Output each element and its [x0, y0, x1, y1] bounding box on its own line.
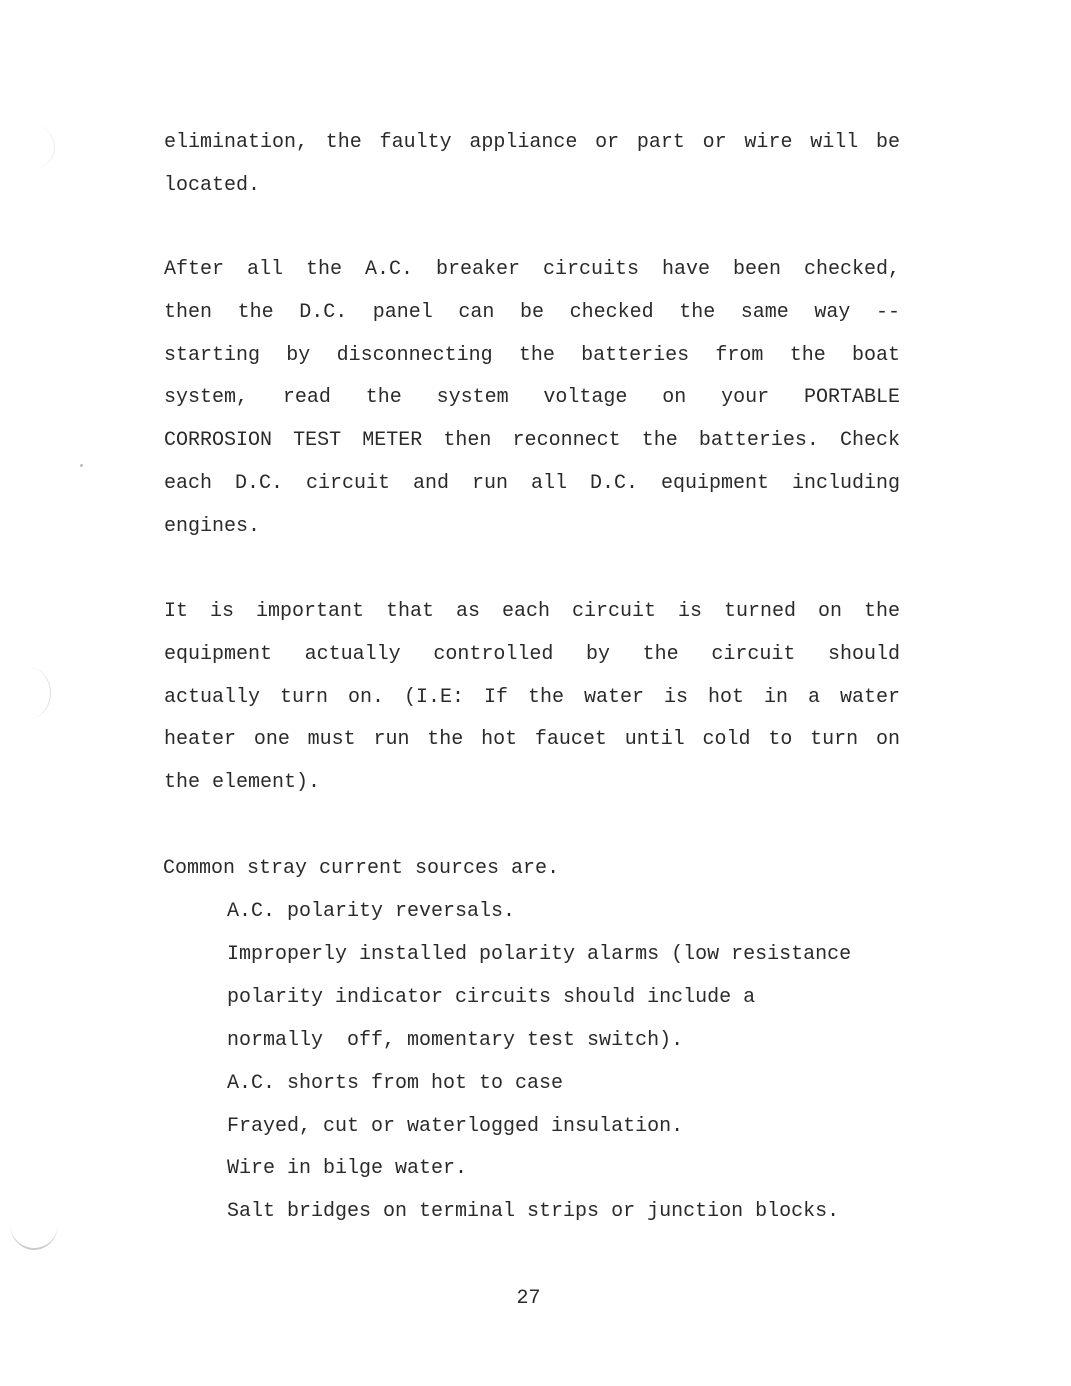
text-line: CORROSION TEST METER then reconnect the batteries. Check: [164, 429, 900, 453]
binder-hole-shadow: [10, 1198, 58, 1250]
binder-hole-shadow: [10, 125, 55, 169]
page-number: 27: [516, 1287, 541, 1310]
list-item: Wire in bilge water.: [227, 1157, 468, 1181]
list-item: Salt bridges on terminal strips or junction blocks.: [227, 1200, 840, 1224]
text-line: It is important that as each circuit is turned on the: [164, 600, 900, 623]
paragraph-equipment-turn-on: [164, 591, 900, 805]
stray-current-list-intro: [163, 848, 899, 891]
text-line: system, read the system voltage on your PORTABLE: [164, 386, 900, 410]
paragraph-dc-panel-check: [164, 249, 900, 549]
text-line: then the D.C. panel can be checked the same way --: [164, 300, 900, 324]
scan-speck: [80, 464, 83, 467]
stray-current-sources-list: [227, 891, 901, 1234]
list-item: Frayed, cut or waterlogged insulation.: [227, 1114, 684, 1138]
text-line: After all the A.C. breaker circuits have been checked,: [164, 258, 900, 281]
text-line: starting by disconnecting the batteries from the boat: [164, 343, 900, 367]
list-item: polarity indicator circuits should include a: [227, 985, 756, 1009]
text-line: elimination, the faulty appliance or part or wire will be: [164, 131, 900, 154]
text-line: engines.: [164, 514, 261, 538]
list-item: Improperly installed polarity alarms (low resistance: [227, 942, 852, 966]
text-line: the element).: [164, 771, 321, 795]
text-line: Common stray current sources are.: [163, 857, 560, 880]
text-line: located.: [164, 173, 261, 197]
text-line: heater one must run the hot faucet until cold to turn on: [164, 728, 900, 752]
text-line: each D.C. circuit and run all D.C. equipment including: [164, 471, 900, 495]
list-item: normally off, momentary test switch).: [227, 1028, 684, 1052]
text-line: equipment actually controlled by the circuit should: [164, 642, 900, 666]
binder-hole-shadow: [10, 668, 51, 718]
paragraph-continuation: [164, 122, 900, 208]
list-item: A.C. polarity reversals.: [227, 900, 516, 923]
list-item: A.C. shorts from hot to case: [227, 1071, 564, 1095]
text-line: actually turn on. (I.E: If the water is hot in a water: [164, 685, 900, 709]
